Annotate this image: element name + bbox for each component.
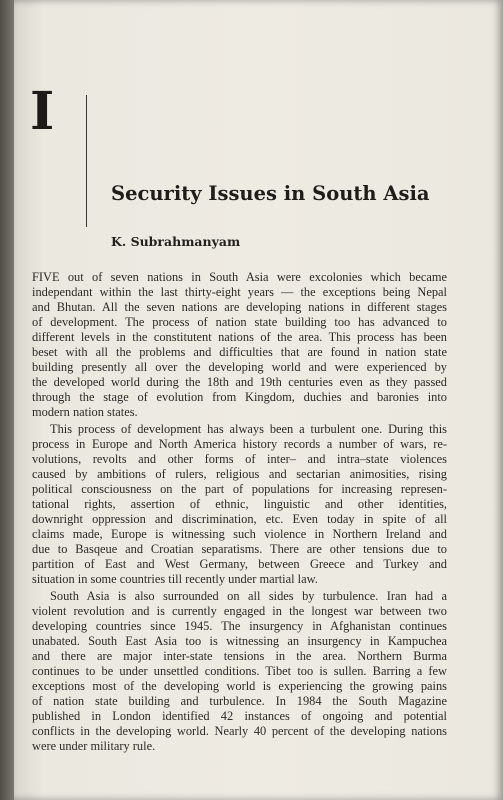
body-line: of development. The process of nation state building too has advanced to <box>32 315 447 329</box>
book-page <box>14 0 503 800</box>
body-line: violent revolution and is currently engaged in the longest war between two <box>32 604 447 618</box>
body-line: developing countries since 1945. The insurgency in Afghanistan continues <box>32 619 447 633</box>
body-line: the developed world during the 18th and 19th centuries even as they passed <box>32 375 447 389</box>
body-line: political consciousness on the part of populations for increasing represen- <box>32 482 447 496</box>
book-spine-shadow <box>0 0 14 800</box>
body-line: continues to be under unsettled conditions. Tibet too is sullen. Barring a few <box>32 664 447 678</box>
chapter-title: Security Issues in South Asia <box>111 182 430 205</box>
body-line: different levels in the constitutent nations of the area. This process has been <box>32 330 447 344</box>
body-line: South Asia is also surrounded on all sides by turbulence. Iran had a <box>50 589 447 603</box>
body-line: of nation state building and turbulence. In 1984 the South Magazine <box>32 694 447 708</box>
author-name: K. Subrahmanyam <box>111 234 241 249</box>
body-line: exceptions most of the developing world is experiencing the growing pains <box>32 679 447 693</box>
body-line: partition of East and West Germany, between Greece and Turkey and <box>32 557 447 571</box>
body-line: This process of development has always been a turbulent one. During this <box>50 422 447 436</box>
body-line: unabated. South East Asia too is witnessing an insurgency in Kampuchea <box>32 634 447 648</box>
body-line: published in London identified 42 instances of ongoing and potential <box>32 709 447 723</box>
chapter-number: I <box>30 81 55 142</box>
body-line: and Bhutan. All the seven nations are developing nations in different stages <box>32 300 447 314</box>
body-line: caused by ambitions of rulers, religious and sectarian animosities, rising <box>32 467 447 481</box>
body-line: situation in some countries till recently under martial law. <box>32 572 318 586</box>
body-line: claims made, Europe is witnessing such violence in Northern Ireland and <box>32 527 447 541</box>
body-line: and there are major inter-state tensions in the area. Northern Burma <box>32 649 447 663</box>
body-line: volutions, revolts and other forms of inter– and intra–state violences <box>32 452 447 466</box>
body-line: FIVE out of seven nations in South Asia were excolonies which became <box>32 270 447 284</box>
body-line: conflicts in the developing world. Nearly 40 percent of the developing nations <box>32 724 447 738</box>
body-line: through the stage of evolution from Kingdom, duchies and baronies into <box>32 390 447 404</box>
body-line: tational rights, assertion of ethnic, linguistic and other identities, <box>32 497 447 511</box>
body-line: process in Europe and North America history records a number of wars, re- <box>32 437 447 451</box>
chapter-divider-rule <box>86 95 87 227</box>
body-line: building presently all over the developing world and were experienced by <box>32 360 447 374</box>
body-line: were under military rule. <box>32 739 156 753</box>
body-line: downright oppression and discrimination, etc. Even today in spite of all <box>32 512 447 526</box>
body-line: independant within the last thirty-eight years — the exceptions being Nepal <box>32 285 447 299</box>
body-line: beset with all the problems and difficulties that are found in nation state <box>32 345 447 359</box>
body-line: modern nation states. <box>32 405 138 419</box>
body-line: due to Basqeue and Croatian separatisms. There are other tensions due to <box>32 542 447 556</box>
